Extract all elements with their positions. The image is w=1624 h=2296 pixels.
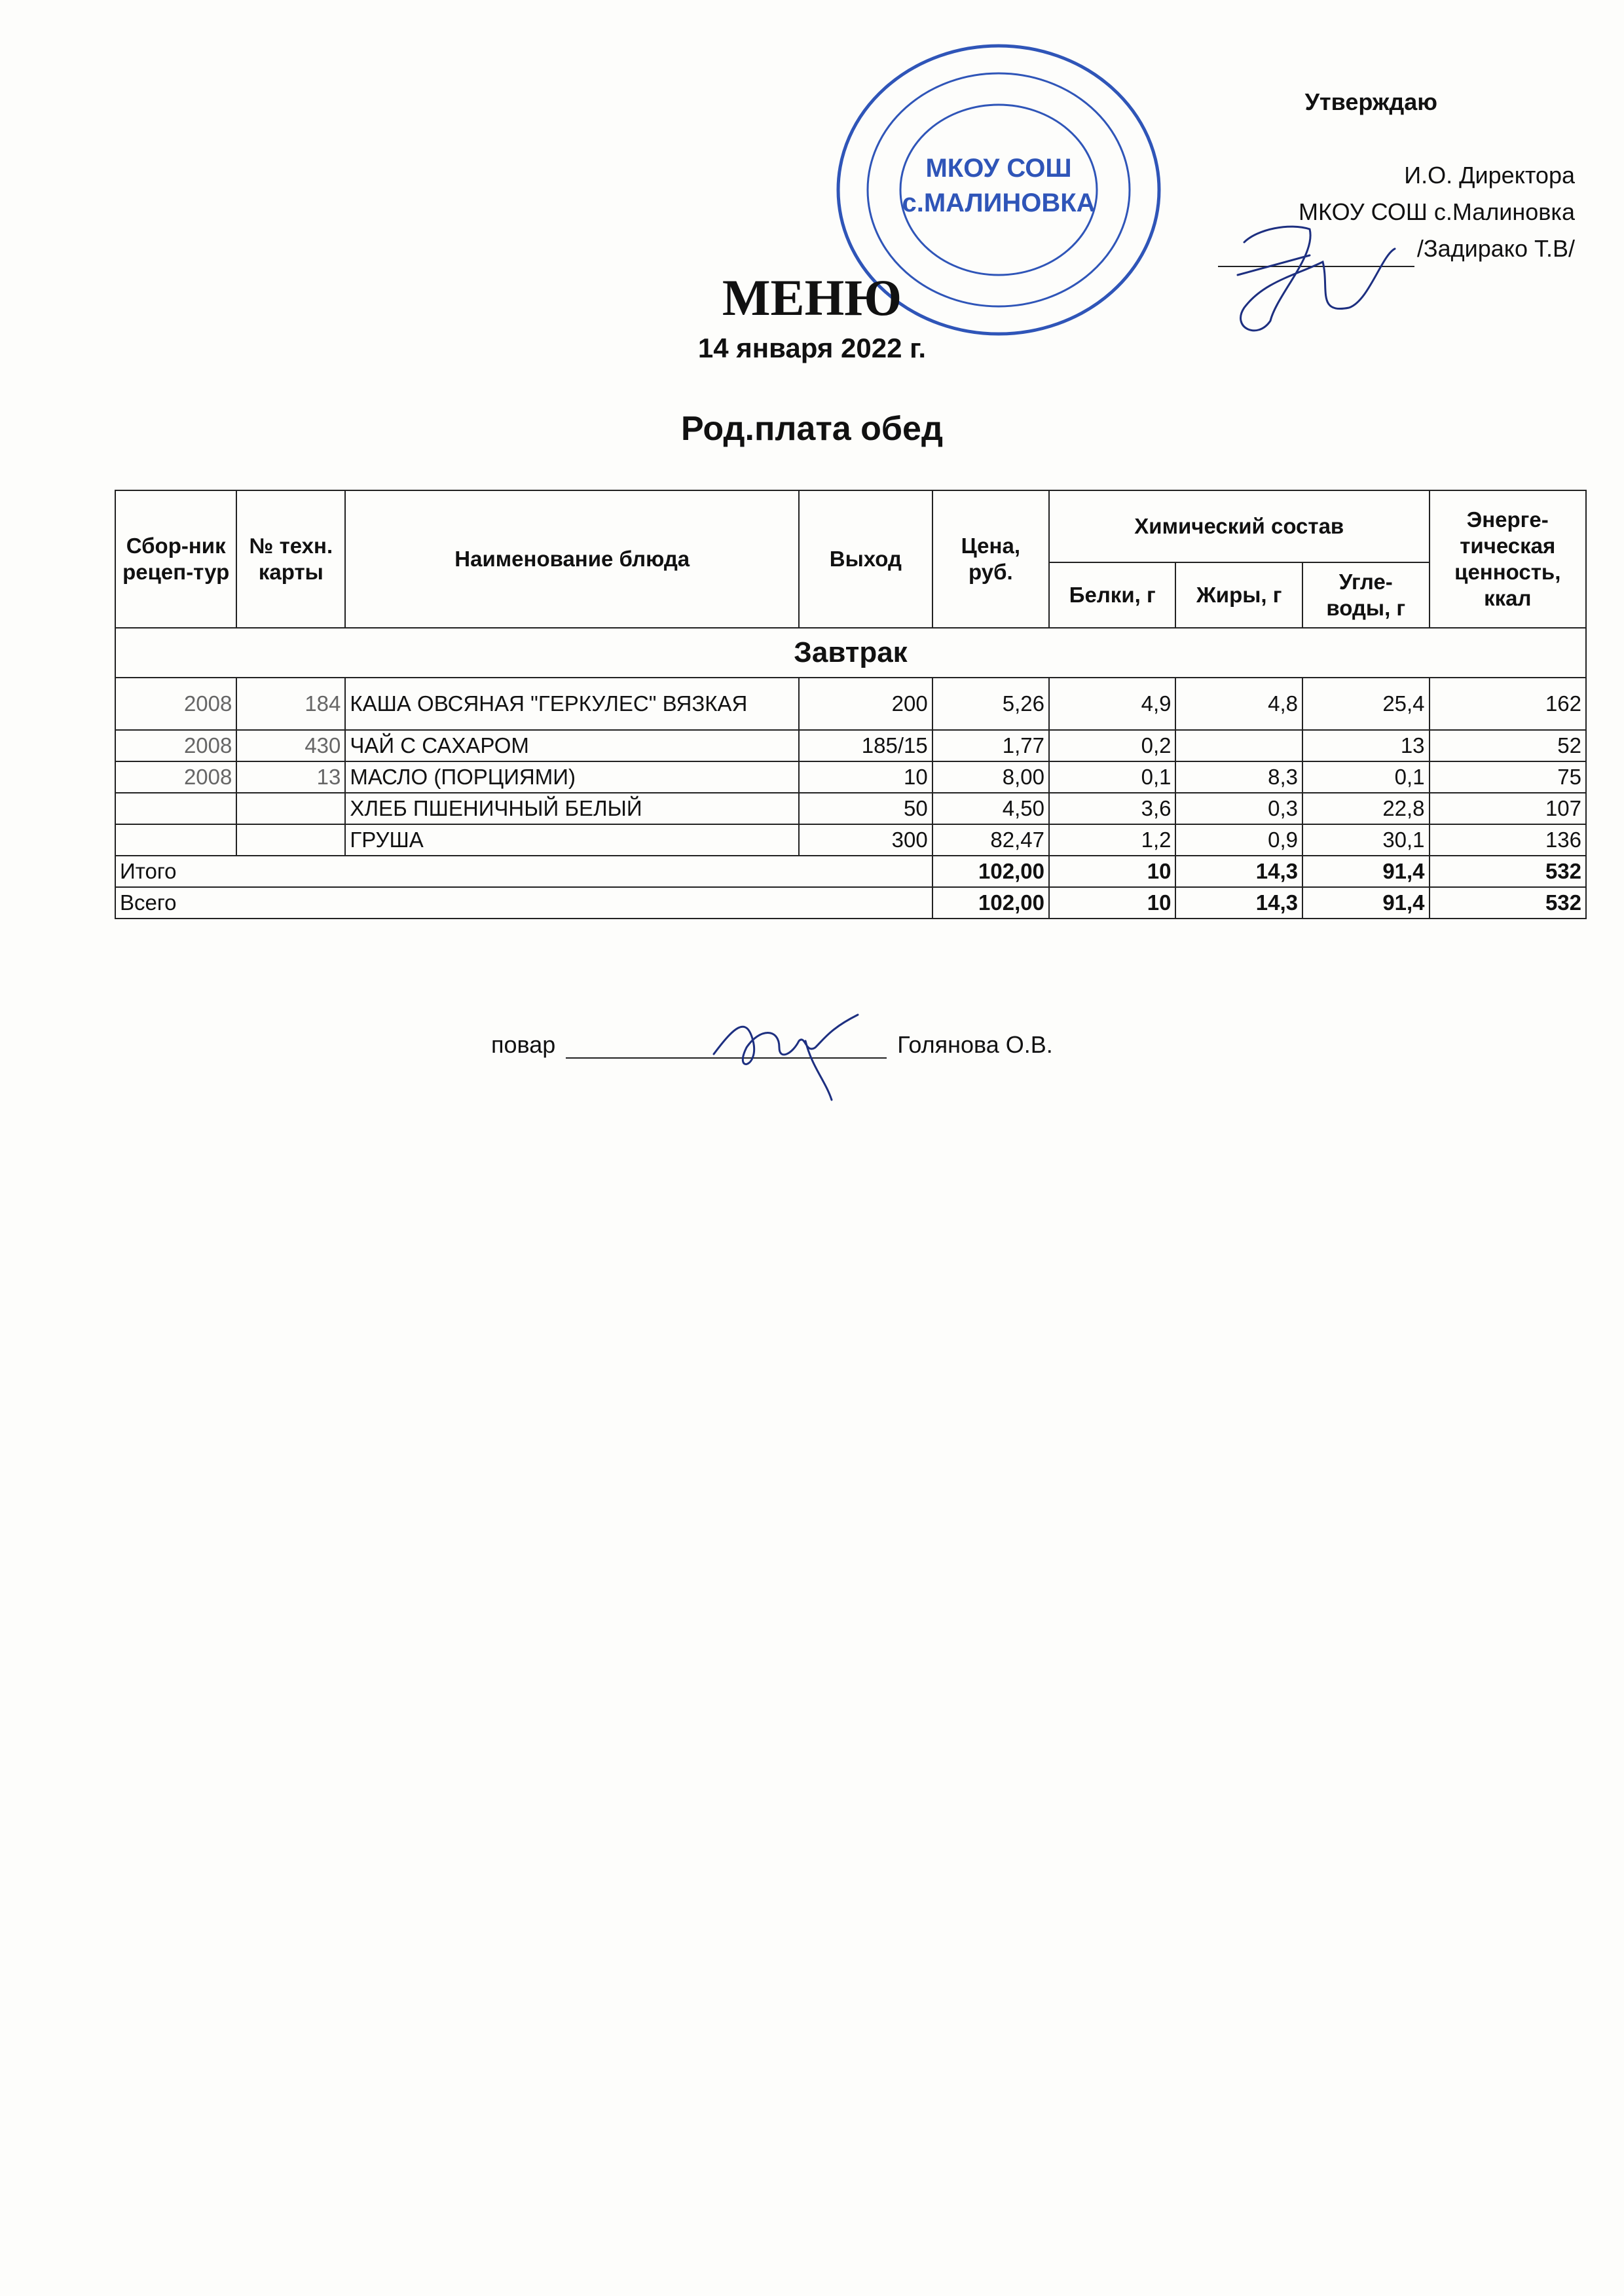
cell-collection: 2008 bbox=[115, 761, 236, 793]
stamp-line-2: с.МАЛИНОВКА bbox=[902, 189, 1096, 217]
cell-protein: 4,9 bbox=[1049, 678, 1176, 730]
col-header-protein: Белки, г bbox=[1049, 562, 1176, 628]
cook-name: Голянова О.В. bbox=[897, 1031, 1053, 1058]
col-header-carbs: Угле-воды, г bbox=[1302, 562, 1430, 628]
cell-price: 82,47 bbox=[932, 824, 1049, 856]
menu-date: 14 января 2022 г. bbox=[697, 333, 927, 363]
col-header-collection: Сбор-ник рецеп-тур bbox=[115, 490, 236, 628]
total-energy: 532 bbox=[1430, 856, 1586, 887]
cell-carbs: 0,1 bbox=[1302, 761, 1430, 793]
cell-output: 300 bbox=[799, 824, 932, 856]
cell-fat: 4,8 bbox=[1175, 678, 1302, 730]
total-carbs: 91,4 bbox=[1302, 856, 1430, 887]
cell-card: 184 bbox=[236, 678, 345, 730]
cell-output: 50 bbox=[799, 793, 932, 824]
cell-protein: 0,2 bbox=[1049, 730, 1176, 761]
cell-protein: 0,1 bbox=[1049, 761, 1176, 793]
total-protein: 10 bbox=[1049, 856, 1176, 887]
cell-card: 430 bbox=[236, 730, 345, 761]
cell-price: 5,26 bbox=[932, 678, 1049, 730]
cell-output: 10 bbox=[799, 761, 932, 793]
grand-total-label: Всего bbox=[115, 887, 932, 919]
cell-protein: 3,6 bbox=[1049, 793, 1176, 824]
approval-position: И.О. Директора bbox=[1404, 162, 1575, 189]
cell-carbs: 30,1 bbox=[1302, 824, 1430, 856]
col-header-energy: Энерге-тическая ценность, ккал bbox=[1430, 490, 1586, 628]
cell-card bbox=[236, 793, 345, 824]
table-row bbox=[115, 824, 1586, 856]
cell-collection: 2008 bbox=[115, 730, 236, 761]
section-breakfast: Завтрак bbox=[115, 628, 1586, 678]
cook-role: повар bbox=[491, 1031, 556, 1058]
col-header-output: Выход bbox=[799, 490, 932, 628]
grand-total-protein: 10 bbox=[1049, 887, 1176, 919]
cell-energy: 136 bbox=[1430, 824, 1586, 856]
cell-price: 8,00 bbox=[932, 761, 1049, 793]
cell-fat: 0,9 bbox=[1175, 824, 1302, 856]
page-title: МЕНЮ bbox=[722, 269, 902, 326]
cell-energy: 107 bbox=[1430, 793, 1586, 824]
cook-signature bbox=[707, 1002, 877, 1106]
cell-energy: 52 bbox=[1430, 730, 1586, 761]
cell-dish: ХЛЕБ ПШЕНИЧНЫЙ БЕЛЫЙ bbox=[345, 793, 799, 824]
cell-price: 4,50 bbox=[932, 793, 1049, 824]
cell-card bbox=[236, 824, 345, 856]
cell-carbs: 22,8 bbox=[1302, 793, 1430, 824]
cell-output: 200 bbox=[799, 678, 932, 730]
grand-total-fat: 14,3 bbox=[1175, 887, 1302, 919]
menu-subtitle: Род.плата обед bbox=[681, 410, 943, 448]
cell-dish: ЧАЙ С САХАРОМ bbox=[345, 730, 799, 761]
approval-name: /Задирако Т.В/ bbox=[1416, 235, 1575, 262]
col-header-card: № техн. карты bbox=[236, 490, 345, 628]
approval-org: МКОУ СОШ с.Малиновка bbox=[1299, 198, 1575, 225]
menu-table bbox=[115, 490, 1587, 919]
table-row bbox=[115, 793, 1586, 824]
grand-total-price: 102,00 bbox=[932, 887, 1049, 919]
cell-collection bbox=[115, 793, 236, 824]
table-header-row bbox=[115, 490, 1586, 562]
col-header-price: Цена, руб. bbox=[932, 490, 1049, 628]
table-row bbox=[115, 761, 1586, 793]
table-row bbox=[115, 730, 1586, 761]
total-fat: 14,3 bbox=[1175, 856, 1302, 887]
section-row bbox=[115, 628, 1586, 678]
cell-dish: ГРУША bbox=[345, 824, 799, 856]
table-row bbox=[115, 678, 1586, 730]
grand-total-energy: 532 bbox=[1430, 887, 1586, 919]
cell-fat: 8,3 bbox=[1175, 761, 1302, 793]
col-header-chem: Химический состав bbox=[1049, 490, 1430, 562]
col-header-dish: Наименование блюда bbox=[345, 490, 799, 628]
cell-carbs: 13 bbox=[1302, 730, 1430, 761]
cell-card: 13 bbox=[236, 761, 345, 793]
cell-dish: КАША ОВСЯНАЯ "ГЕРКУЛЕС" ВЯЗКАЯ bbox=[345, 678, 799, 730]
cell-dish: МАСЛО (ПОРЦИЯМИ) bbox=[345, 761, 799, 793]
total-price: 102,00 bbox=[932, 856, 1049, 887]
cell-fat bbox=[1175, 730, 1302, 761]
grand-total-row bbox=[115, 887, 1586, 919]
total-label: Итого bbox=[115, 856, 932, 887]
cell-collection bbox=[115, 824, 236, 856]
col-header-fat: Жиры, г bbox=[1175, 562, 1302, 628]
cell-energy: 75 bbox=[1430, 761, 1586, 793]
cell-collection: 2008 bbox=[115, 678, 236, 730]
total-row bbox=[115, 856, 1586, 887]
cell-output: 185/15 bbox=[799, 730, 932, 761]
cell-protein: 1,2 bbox=[1049, 824, 1176, 856]
cell-energy: 162 bbox=[1430, 678, 1586, 730]
approval-title: Утверждаю bbox=[1304, 88, 1437, 115]
grand-total-carbs: 91,4 bbox=[1302, 887, 1430, 919]
cell-fat: 0,3 bbox=[1175, 793, 1302, 824]
cell-carbs: 25,4 bbox=[1302, 678, 1430, 730]
cell-price: 1,77 bbox=[932, 730, 1049, 761]
stamp-line-1: МКОУ СОШ bbox=[925, 154, 1072, 183]
